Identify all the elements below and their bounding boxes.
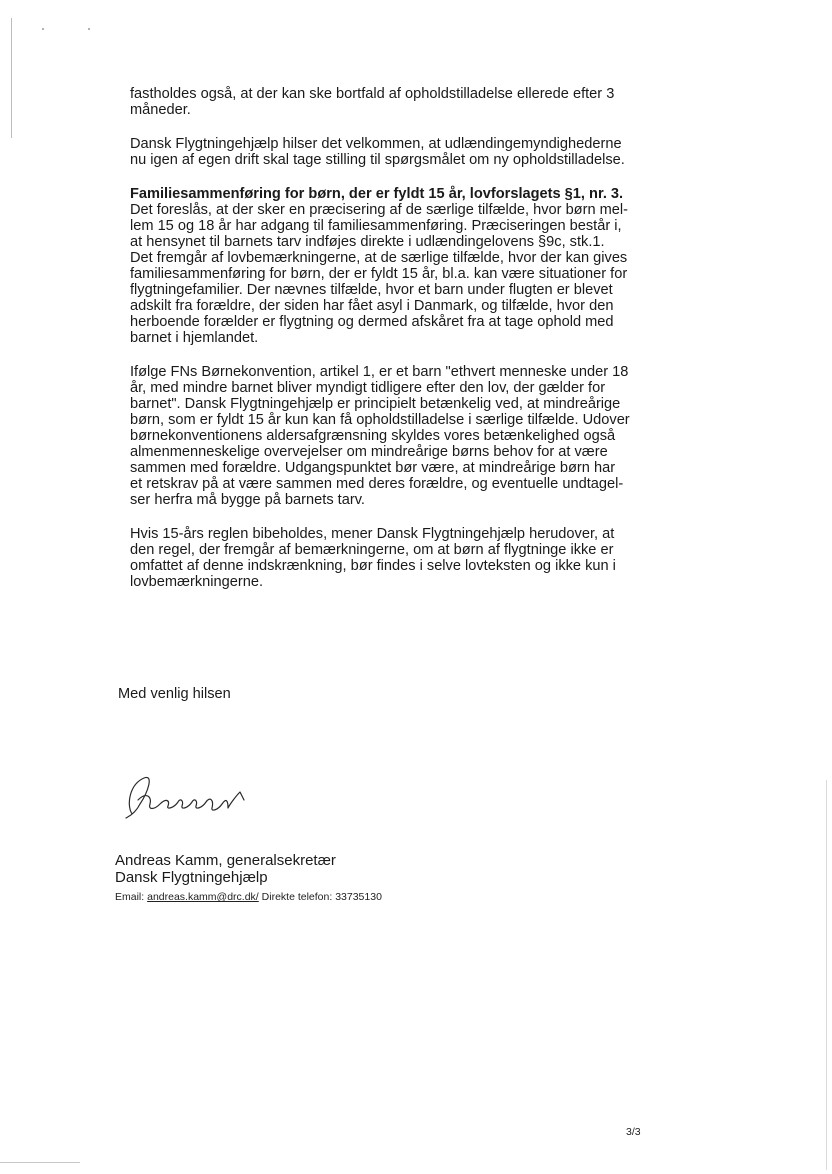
signatory-name: Andreas Kamm, generalsekretær xyxy=(115,852,336,869)
scan-edge-bottom xyxy=(0,1162,80,1163)
paragraph-15-aars-regel: Hvis 15-års reglen bibeholdes, mener Dansk Flygtningehjælp herudover, at den regel, der fremgår af bemærkningerne, om at børn af flygtninge ikke er omfattet af denne indskrænkning, bør findes i selve lovteksten og ikke kun i lovbemærkningerne. xyxy=(130,526,616,590)
closing-greeting: Med venlig hilsen xyxy=(118,686,231,702)
contact-line xyxy=(115,891,382,903)
phone-number: 33735130 xyxy=(335,891,382,903)
email-link[interactable]: andreas.kamm@drc.dk/ xyxy=(147,891,259,903)
letter-body xyxy=(130,86,650,590)
handwritten-signature xyxy=(118,770,268,830)
phone-label: Direkte telefon: xyxy=(261,891,333,903)
email-label: Email: xyxy=(115,891,145,903)
paragraph-ophold: fastholdes også, at der kan ske bortfald af opholdstilladelse ellerede efter 3 måneder. xyxy=(130,86,615,118)
scan-speck xyxy=(88,28,90,30)
scan-speck xyxy=(42,28,44,30)
scan-edge-right xyxy=(826,780,827,1170)
paragraph-boernekonvention: Ifølge FNs Børnekonvention, artikel 1, er et barn "ethvert menneske under 18 år, med mindre barnet bliver myndigt tidligere efter den lov, der gælder for barnet". Dansk Flygtningehjælp er principielt betænkelig ved, at mindreårige børn, som er fyldt 15 år kun kan få opholdstilladelse i særlige tilfælde. Udover børnekonventionens aldersafgrænsning skyldes vores betænkelighed også almenmenneskelige overvejelser om mindreårige børns behov for at være sammen med forældre. Udgangspunktet bør være, at mindreårige børn har et retskrav på at være sammen med deres forældre, og eventuelle undtagel- ser herfra må bygge på barnets tarv. xyxy=(130,364,630,508)
paragraph-familiesammenfoering: Det foreslås, at der sker en præcisering af de særlige tilfælde, hvor børn mel- lem 15 og 18 år har adgang til familiesammenføring. Præciseringen består i, at hensynet til barnets tarv indføjes direkte i udlændingelovens §9c, stk.1. Det fremgår af lovbemærkningerne, at de særlige tilfælde, hvor der kan gives familiesammenføring for børn, der er fyldt 15 år, bl.a. kan være situationer for flygtningefamilier. Der nævnes tilfælde, hvor et barn under flugten er blevet adskilt fra forældre, der siden har fået asyl i Danmark, og tilfælde, hvor den herboende forælder er flygtning og dermed afskåret fra at tage ophold med barnet i hjemlandet. xyxy=(130,202,629,346)
section-heading: Familiesammenføring for børn, der er fyldt 15 år, lovforslagets §1, nr. 3. xyxy=(130,186,624,202)
signatory-organization: Dansk Flygtningehjælp xyxy=(115,869,268,886)
scan-edge-left xyxy=(11,18,12,138)
paragraph-velkommen: Dansk Flygtningehjælp hilser det velkommen, at udlændingemyndighederne nu igen af egen drift skal tage stilling til spørgsmålet om ny opholdstilladelse. xyxy=(130,136,625,168)
page-number: 3/3 xyxy=(626,1126,641,1138)
